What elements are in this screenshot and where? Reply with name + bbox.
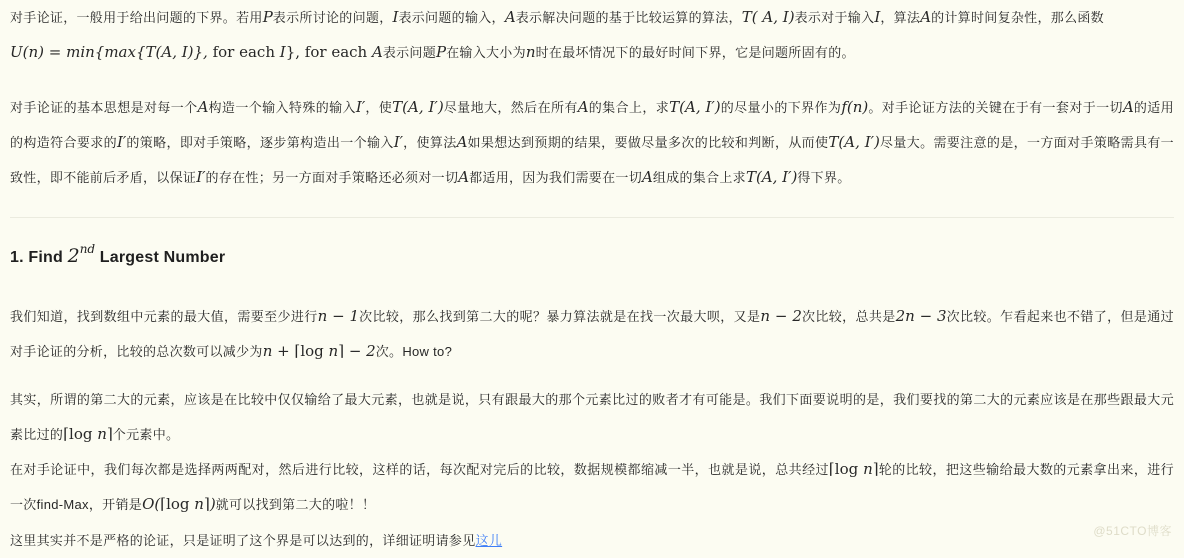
pairing-paragraph bbox=[10, 452, 1174, 522]
math-run: I′ bbox=[116, 133, 127, 151]
math-run: I′ bbox=[355, 98, 366, 116]
text-run: ，使 bbox=[365, 100, 393, 115]
text-run: 次比较，总共是 bbox=[801, 309, 896, 324]
text-run: ，算法 bbox=[880, 10, 921, 25]
math-run: ⌈log bbox=[294, 342, 329, 360]
text-run: 就可以找到第二大的啦！！ bbox=[215, 497, 376, 512]
text-run: 1. Find bbox=[10, 249, 68, 266]
text-run: 在输入大小为 bbox=[446, 45, 526, 60]
math-run: O( bbox=[142, 495, 161, 513]
text-run: 的存在性；另一方面对手策略还必须对一切 bbox=[205, 170, 459, 185]
math-run: n bbox=[328, 342, 339, 360]
math-run: I bbox=[279, 43, 286, 61]
math-run: ⌉ bbox=[872, 460, 879, 478]
text-run: 表示问题 bbox=[382, 45, 437, 60]
text-run: 次比较。乍看起来也不错了，但是通过对手论证的分析，比较的总次数可以减少为 bbox=[10, 309, 1174, 359]
math-run: }, for each bbox=[285, 43, 372, 61]
math-run: P bbox=[436, 43, 447, 61]
math-run: T(A, I′) bbox=[828, 133, 880, 151]
math-run: I bbox=[392, 8, 399, 26]
text-run: 尽量地大，然后在所有 bbox=[443, 100, 578, 115]
text-run: 其实，所谓的第二大的元素，应该是在比较中仅仅输给了最大元素，也就是说，只有跟最大的那个元素比过的败者才有可能是。我们下面要说明的是，我们要找的第二大的元素应该是在那些跟最大元素比过的 bbox=[10, 392, 1174, 442]
math-run: 2n − 3 bbox=[895, 307, 947, 325]
text-run: 。对手论证方法的关键在于有一套对于一切 bbox=[868, 100, 1123, 115]
brute-force-paragraph bbox=[10, 299, 1174, 369]
text-run: 的策略，即对手策略，逐步第构造出一个输入 bbox=[126, 135, 394, 150]
watermark: @51CTO博客 bbox=[1093, 524, 1172, 538]
method-paragraph bbox=[10, 90, 1174, 195]
text-run: 时在最坏情况下的最好时间下界，它是问题所固有的。 bbox=[535, 45, 855, 60]
math-run: f(n) bbox=[841, 98, 869, 116]
text-run: 的尽量小的下界作为 bbox=[720, 100, 842, 115]
text-run: 表示解决问题的基于比较运算的算法， bbox=[515, 10, 742, 25]
text-run: 的适用的构造符合要求的 bbox=[10, 100, 1174, 150]
math-run: − 2 bbox=[344, 342, 376, 360]
math-run: n bbox=[97, 425, 107, 443]
math-run: A bbox=[456, 133, 468, 151]
math-run: n − 1 bbox=[317, 307, 360, 325]
section-divider bbox=[10, 217, 1174, 218]
text-run: 尽量大。需要注意的是，一方面对手策略需具有一致性，即不能前后矛盾，以保证 bbox=[10, 135, 1174, 185]
math-run: A bbox=[920, 8, 932, 26]
math-run: n + bbox=[262, 342, 295, 360]
text-run: ，使算法 bbox=[403, 135, 457, 150]
text-run: 次。How to? bbox=[375, 344, 453, 359]
math-run: ⌈log bbox=[828, 460, 864, 478]
math-run: I bbox=[874, 8, 881, 26]
text-run: 对手论证的基本思想是对每一个 bbox=[10, 100, 198, 115]
math-run: A bbox=[1122, 98, 1134, 116]
math-run: T(A, I′) bbox=[745, 168, 798, 186]
text-run: 表示所讨论的问题， bbox=[272, 10, 393, 25]
math-run: T( A, I) bbox=[741, 8, 795, 26]
math-run: I′ bbox=[393, 133, 404, 151]
text-run: 的计算时间复杂性，那么函数 bbox=[931, 10, 1104, 25]
math-run: ⌈log bbox=[160, 495, 195, 513]
text-run: 表示问题的输入， bbox=[398, 10, 505, 25]
intro-line bbox=[10, 0, 1174, 35]
text-run: 个元素中。 bbox=[112, 427, 180, 442]
math-run: P bbox=[262, 8, 273, 26]
math-run: ) bbox=[209, 495, 216, 513]
math-run: A bbox=[577, 98, 589, 116]
text-run: 次比较，那么找到第二大的呢？暴力算法就是在找一次最大呗，又是 bbox=[359, 309, 761, 324]
text-run: 如果想达到预期的结果，要做尽量多次的比较和判断，从而使 bbox=[467, 135, 829, 150]
text-run: 在对手论证中，我们每次都是选择两两配对，然后进行比较，这样的话，每次配对完后的比较，数据规模都缩减一半，也就是说，总共经过 bbox=[10, 462, 829, 477]
math-run: n bbox=[863, 460, 873, 478]
math-run: A bbox=[371, 43, 383, 61]
text-run: 的集合上，求 bbox=[588, 100, 670, 115]
text-run: 我们知道，找到数组中元素的最大值，需要至少进行 bbox=[10, 309, 318, 324]
section-heading bbox=[10, 234, 1174, 273]
math-run: A bbox=[197, 98, 209, 116]
math-run: U(n) = min{max{T(A, I)}, bbox=[10, 43, 208, 61]
text-run: 构造一个输入特殊的输入 bbox=[208, 100, 356, 115]
math-run: T(A, I′) bbox=[669, 98, 721, 116]
math-superscript: nd bbox=[79, 242, 96, 256]
text-run: 都适用，因为我们需要在一切 bbox=[469, 170, 642, 185]
math-run: 2 bbox=[67, 245, 80, 267]
math-run: ⌉ bbox=[338, 342, 345, 360]
text-run: 得下界。 bbox=[797, 170, 851, 185]
math-run: n bbox=[525, 43, 536, 61]
math-run: A bbox=[642, 168, 653, 186]
math-run: A bbox=[504, 8, 516, 26]
math-run: ⌉ bbox=[106, 425, 113, 443]
text-run: 这里其实并不是严格的论证，只是证明了这个界是可以达到的，详细证明请参见 bbox=[10, 533, 476, 548]
math-run: T(A, I′) bbox=[392, 98, 444, 116]
math-run: I′ bbox=[196, 168, 206, 186]
formula-line bbox=[10, 35, 1174, 70]
text-run: Largest Number bbox=[95, 249, 226, 266]
math-run: A bbox=[458, 168, 470, 186]
text-run: 轮的比较，把这些输给最大数的元素拿出来，进行一次find-Max，开销是 bbox=[10, 462, 1174, 512]
inline-link[interactable]: 这儿 bbox=[475, 533, 503, 548]
text-run: 对手论证，一般用于给出问题的下界。若用 bbox=[10, 10, 263, 25]
math-run: n bbox=[194, 495, 204, 513]
note-line bbox=[10, 524, 1174, 558]
math-run: n − 2 bbox=[760, 307, 802, 325]
text-run: 组成的集合上求 bbox=[652, 170, 746, 185]
text-run: 表示对于输入 bbox=[794, 10, 875, 25]
insight-paragraph bbox=[10, 383, 1174, 452]
math-run: ⌉ bbox=[203, 495, 210, 513]
math-run: for each bbox=[207, 43, 280, 61]
math-run: ⌈log bbox=[63, 425, 98, 443]
